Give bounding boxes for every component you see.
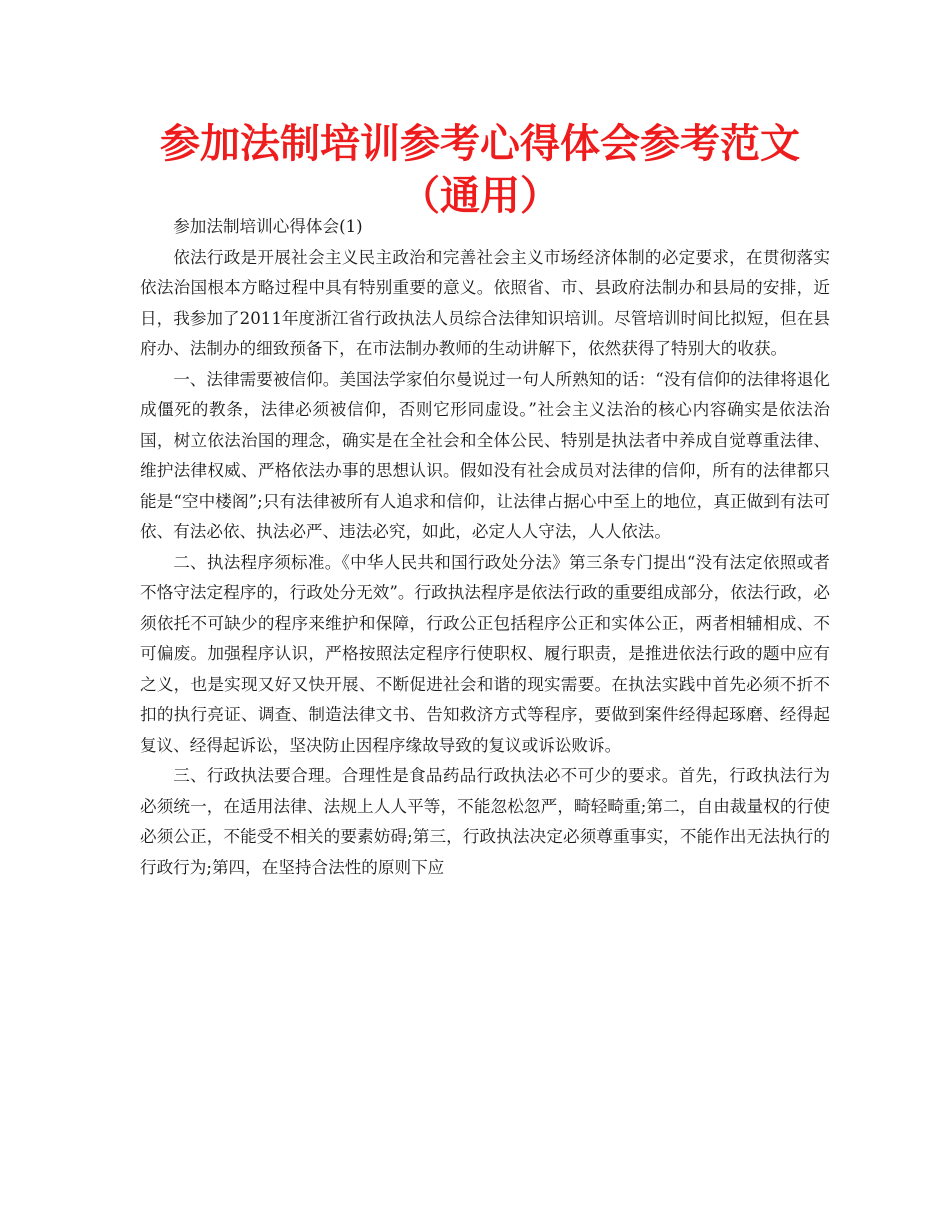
paragraph-point-2: 二、执法程序须标准。《中华人民共和国行政处分法》第三条专门提出“没有法定依照或者不恪守法定程序的，行政处分无效”。行政执法程序是依法行政的重要组成部分，依法行政，必须依托不可缺少的程序来维护和保障，行政公正包括程序公正和实体公正，两者相辅相成、不可偏废。加强程序认识，严格按照法定程序行使职权、履行职责，是推进依法行政的题中应有之义，也是实现又好又快开展、不断促进社会和谐的现实需要。在执法实践中首先必须不折不扣的执行亮证、调查、制造法律文书、告知救济方式等程序，要做到案件经得起琢磨、经得起复议、经得起诉讼，坚决防止因程序缘故导致的复议或诉讼败诉。 [140,552,830,755]
document-title: 参加法制培训参考心得体会参考范文（通用） [160,121,800,219]
paragraph-intro: 依法行政是开展社会主义民主政治和完善社会主义市场经济体制的必定要求，在贯彻落实依法治国根本方略过程中具有特别重要的意义。依照省、市、县政府法制办和县局的安排，近日，我参加了2011年度浙江省行政执法人员综合法律知识培训。尽管培训时间比拟短，但在县府办、法制办的细致预备下，在市法制办教师的生动讲解下，依然获得了特别大的收获。 [140,247,830,358]
paragraph-point-3: 三、行政执法要合理。合理性是食品药品行政执法必不可少的要求。首先，行政执法行为必须统一，在适用法律、法规上人人平等，不能忽松忽严，畸轻畸重;第二，自由裁量权的行使必须公正，不能受不相关的要素妨碍;第三，行政执法决定必须尊重事实，不能作出无法执行的行政行为;第四，在坚持合法性的原则下应 [140,766,830,877]
paragraph-point-1: 一、法律需要被信仰。美国法学家伯尔曼说过一句人所熟知的话：“没有信仰的法律将退化成僵死的教条，法律必须被信仰，否则它形同虚设。”社会主义法治的核心内容确实是依法治国，树立依法治国的理念，确实是在全社会和全体公民、特别是执法者中养成自觉尊重法律、维护法律权威、严格依法办事的思想认识。假如没有社会成员对法律的信仰，所有的法律都只能是“空中楼阁”;只有法律被所有人追求和信仰，让法律占据心中至上的地位，真正做到有法可依、有法必依、执法必严、违法必究，如此，必定人人守法，人人依法。 [140,369,830,541]
section-subtitle: 参加法制培训心得体会(1) [173,217,363,236]
document-body [140,212,830,883]
